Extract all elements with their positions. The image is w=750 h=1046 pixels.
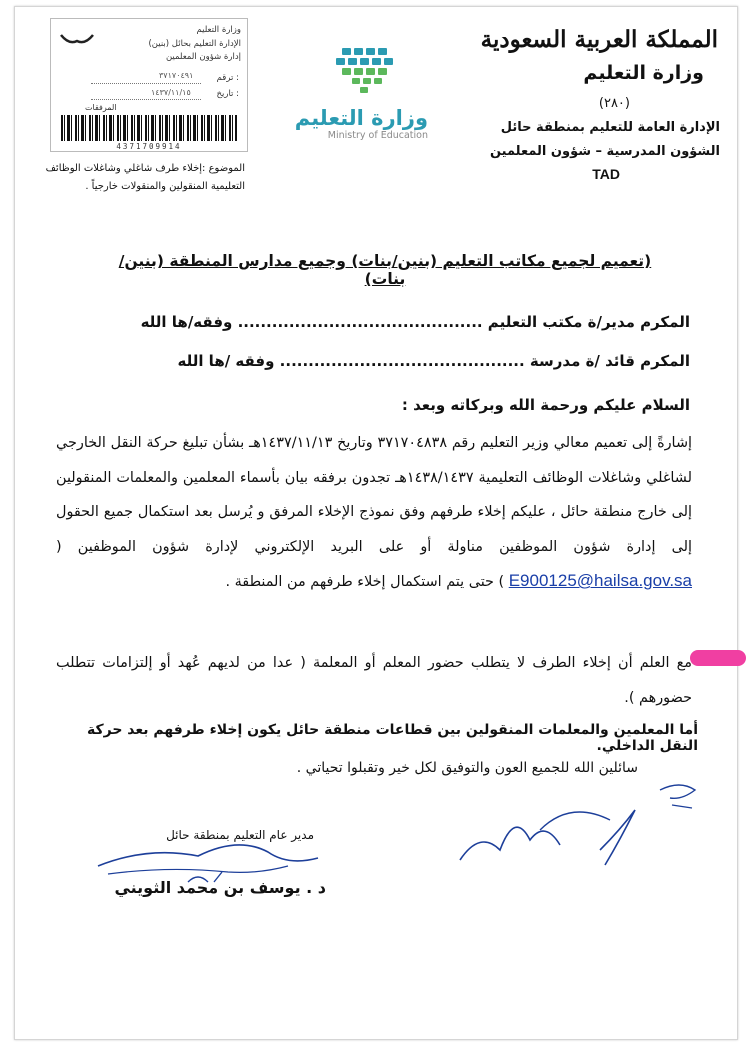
paragraph-1-end: ) حتى يتم استكمال إخلاء طرفهم من المنطقة . — [225, 574, 505, 590]
subject — [15, 160, 245, 196]
body-paragraph-2: مع العلم أن إخلاء الطرف لا يتطلب حضور المعلم أو المعلمة ( عدا من لديهم عُهد أو إلتزامات تتطلب حضورهم ). — [56, 655, 692, 706]
stamp-ref-label: ترقم : — [216, 73, 239, 83]
ministry-bird-icon — [59, 29, 95, 51]
paragraph-1-text: إشارةً إلى تعميم معالي وزير التعليم رقم ٣٧١٧٠٤٨٣٨ وتاريخ ١٤٣٧/١١/١٣هـ بشأن تبليغ حركة النقل الخارجي لشاغلي وشاغلات الوظائف التعليمية ١٤٣٨/١٤٣٧هـ تجدون برفقه بيان بأسماء المعلمين والمعلمات المنقولين إلى خارج منطقة حائل ، عليكم إخلاء طرفهم وفق نموذج الإخلاء المرفق و يُرسل بعد استكمال جميع الحقول إلى إدارة شؤون الموظفين مناولة أو على البريد الإلكتروني لإدارة شؤون الموظفين ( — [56, 435, 692, 555]
subject-line-2: التعليمية المنقولين والمنقولات خارجياً . — [85, 181, 245, 192]
department-line-2: الشؤون المدرسية – شؤون المعلمين — [489, 144, 720, 159]
stamp-ref-value: ٣٧١٧٠٤٩١ — [159, 71, 194, 80]
stamp-date-label: تاريخ : — [216, 89, 239, 99]
addressee-line-1: المكرم مدير/ة مكتب التعليم ........................................... وفقه/ها الله — [140, 313, 690, 331]
stamp-line-2: الإدارة التعليم بحائل (بنين) — [148, 39, 241, 49]
stamp-attachments-label: المرفقات — [85, 103, 117, 112]
addressee-line-2: المكرم قائد /ة مدرسة ........................................... وفقه /ها الله — [177, 352, 690, 370]
email-link[interactable]: E900125@hailsa.gov.sa — [508, 571, 692, 590]
stamp-date-value: ١٤٣٧/١١/١٥ — [151, 88, 191, 97]
logo-english-text: Ministry of Education — [327, 130, 428, 141]
stamp-line-3: إدارة شؤون المعلمين — [165, 52, 241, 62]
reference-stamp — [50, 18, 248, 152]
greeting: السلام عليكم ورحمة الله وبركاته وبعد : — [401, 396, 690, 414]
body-paragraph-3: أما المعلمين والمعلمات المنقولين بين قطاعات منطقة حائل يكون إخلاء طرفهم بعد حركة النقل الداخلي. — [87, 722, 698, 754]
subject-line-1: الموضوع :إخلاء طرف شاغلي وشاغلات الوظائف — [45, 163, 245, 174]
ministry-logo — [292, 44, 428, 141]
header-number: (٢٨٠) — [598, 96, 630, 111]
department-line-1: الإدارة العامة للتعليم بمنطقة حائل — [500, 120, 720, 135]
ministry-logo-icon — [292, 44, 428, 100]
closing-line: سائلين الله للجميع العون والتوفيق لكل خير وتقبلوا تحياتي . — [296, 760, 638, 776]
body-paragraph-1 — [56, 426, 692, 600]
circular-title: (تعميم لجميع مكاتب التعليم (بنين/بنات) وجميع مدارس المنطقة (بنين/بنات) — [118, 252, 652, 288]
signatory-title: مدير عام التعليم بمنطقة حائل — [166, 828, 314, 842]
stamp-line-1: وزارة التعليم — [196, 25, 241, 35]
ministry-title: وزارة التعليم — [583, 62, 704, 84]
kingdom-title: المملكة العربية السعودية — [480, 26, 718, 53]
department-code: TAD — [592, 166, 620, 182]
stamp-ref-line — [91, 83, 201, 84]
stamp-date-line — [91, 99, 201, 100]
handwritten-annotation-icon — [420, 770, 720, 890]
barcode — [61, 115, 237, 141]
signatory-name: د . يوسف بن محمد الثويني — [114, 878, 326, 897]
barcode-number: 4371709914 — [116, 142, 182, 151]
highlighter-mark — [690, 650, 746, 666]
logo-arabic-text: وزارة التعليم — [294, 106, 428, 130]
